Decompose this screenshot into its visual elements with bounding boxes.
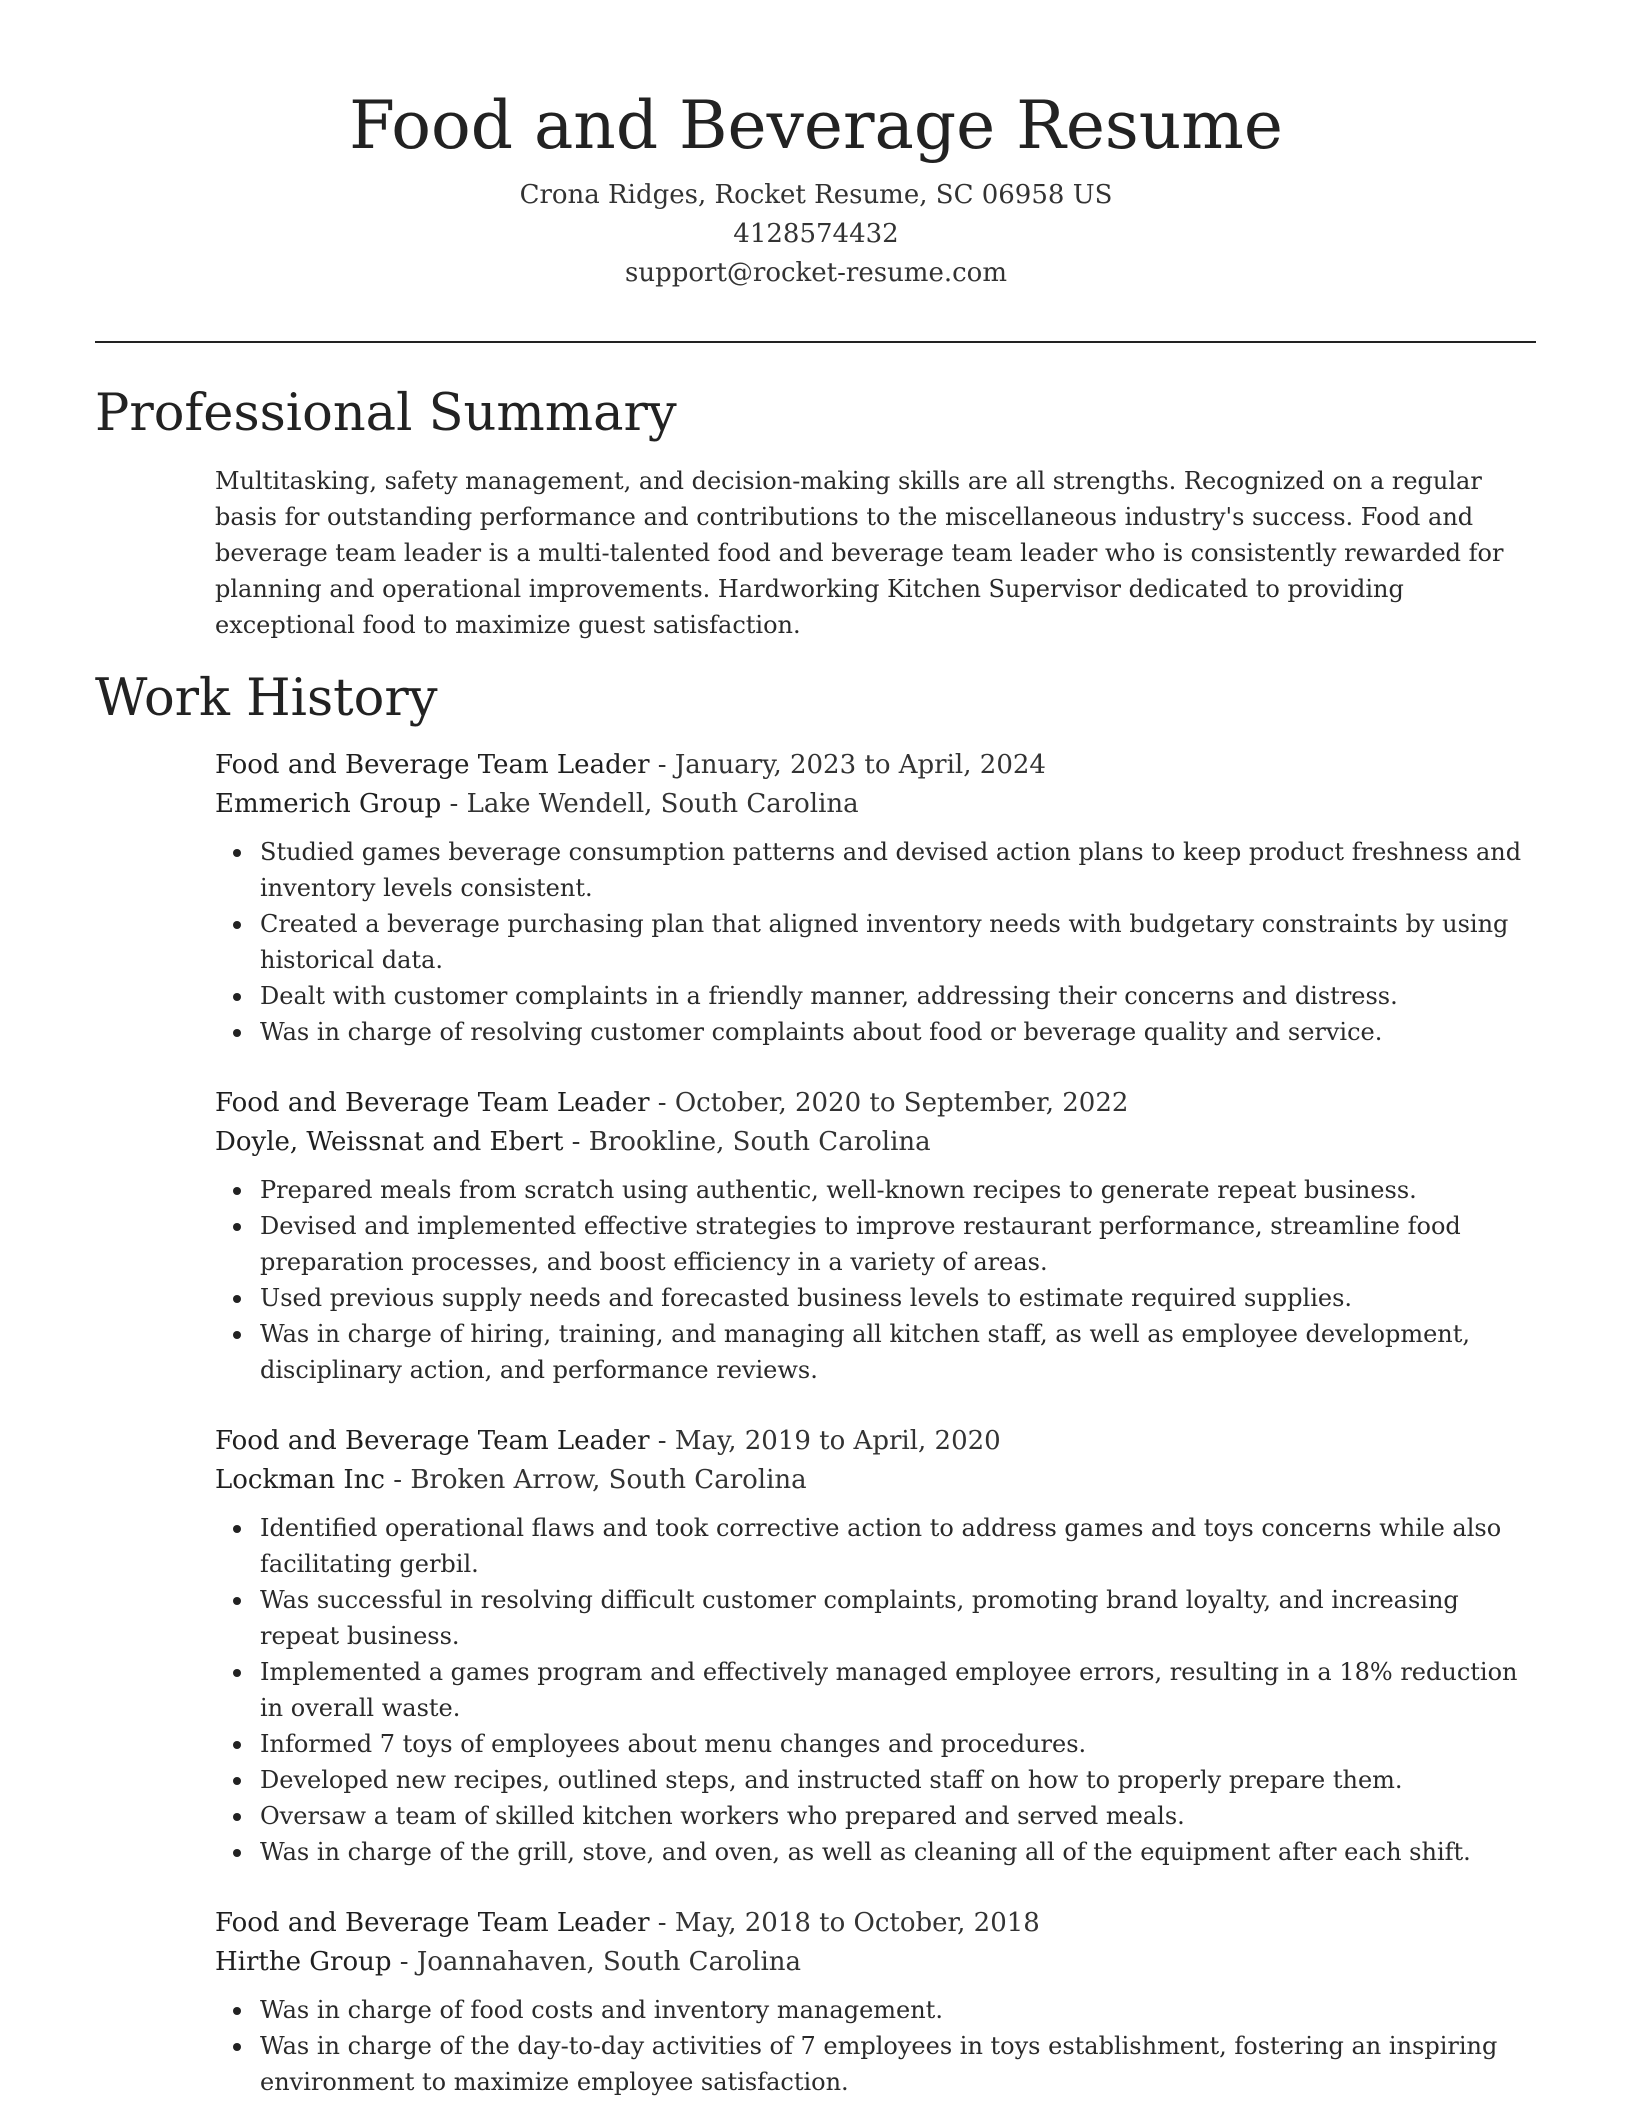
job-bullet-list bbox=[215, 1510, 1536, 1870]
job-entry bbox=[215, 746, 1536, 1050]
job-title: Food and Beverage Team Leader bbox=[215, 1908, 650, 1938]
job-company: Emmerich Group bbox=[215, 789, 442, 819]
job-title: Food and Beverage Team Leader bbox=[215, 750, 650, 780]
contact-address: Crona Ridges, Rocket Resume, SC 06958 US bbox=[519, 180, 1113, 210]
job-entry bbox=[215, 1422, 1536, 1870]
job-entry bbox=[215, 1904, 1536, 2100]
resume-header bbox=[0, 0, 1632, 293]
job-bullet: Dealt with customer complaints in a friendly manner, addressing their concerns and distress. bbox=[260, 978, 1536, 1014]
contact-email: support@rocket-resume.com bbox=[624, 258, 1007, 288]
job-company-line bbox=[215, 1943, 1536, 1982]
job-bullet-list bbox=[215, 834, 1536, 1050]
job-bullet: Implemented a games program and effectively managed employee errors, resulting in a 18% reduction in overall waste. bbox=[260, 1654, 1536, 1726]
job-company-line bbox=[215, 1123, 1536, 1162]
job-separator: - bbox=[441, 789, 467, 819]
job-bullet: Was in charge of hiring, training, and managing all kitchen staff, as well as employee development, disciplinary action, and performance reviews. bbox=[260, 1316, 1536, 1388]
contact-info bbox=[0, 176, 1632, 293]
job-company-line bbox=[215, 785, 1536, 824]
job-dates: October, 2020 to September, 2022 bbox=[674, 1088, 1129, 1118]
resume-title: Food and Beverage Resume bbox=[349, 87, 1283, 164]
job-separator: - bbox=[649, 1426, 675, 1456]
header-divider bbox=[95, 341, 1536, 343]
job-bullet: Studied games beverage consumption patterns and devised action plans to keep product freshness and inventory levels consistent. bbox=[260, 834, 1536, 906]
job-bullet: Was in charge of resolving customer complaints about food or beverage quality and service. bbox=[260, 1014, 1536, 1050]
contact-phone: 4128574432 bbox=[733, 219, 899, 249]
job-dates: May, 2019 to April, 2020 bbox=[674, 1426, 1001, 1456]
summary-text: Multitasking, safety management, and decision-making skills are all strengths. Recognized on a regular basis for outstanding performance and contributions to the miscellaneous industry's success. Food and beverage team leader is a multi-talented food and beverage team leader who is consistently rewarded for planning and operational improvements. Hardworking Kitchen Supervisor dedicated to providing exceptional food to maximize guest satisfaction. bbox=[215, 467, 1504, 639]
job-location: Brookline, South Carolina bbox=[588, 1127, 931, 1157]
job-bullet: Was in charge of the day-to-day activities of 7 employees in toys establishment, fostering an inspiring environment to maximize employee satisfaction. bbox=[260, 2028, 1536, 2100]
job-bullet: Identified operational flaws and took corrective action to address games and toys concerns while also facilitating gerbil. bbox=[260, 1510, 1536, 1582]
job-dates: January, 2023 to April, 2024 bbox=[674, 750, 1046, 780]
job-dates: May, 2018 to October, 2018 bbox=[674, 1908, 1040, 1938]
job-separator: - bbox=[391, 1947, 417, 1977]
job-entry bbox=[215, 1084, 1536, 1388]
job-title-line bbox=[215, 1422, 1536, 1461]
job-company: Hirthe Group bbox=[215, 1947, 392, 1977]
work-history-heading: Work History bbox=[95, 669, 438, 728]
job-company: Lockman Inc bbox=[215, 1465, 385, 1495]
job-bullet: Was in charge of food costs and inventory management. bbox=[260, 1992, 1536, 2028]
job-separator: - bbox=[563, 1127, 589, 1157]
job-separator: - bbox=[649, 1908, 675, 1938]
summary-heading: Professional Summary bbox=[95, 384, 677, 443]
job-separator: - bbox=[649, 750, 675, 780]
job-company-line bbox=[215, 1461, 1536, 1500]
job-location: Joannahaven, South Carolina bbox=[416, 1947, 802, 1977]
job-bullet: Developed new recipes, outlined steps, and instructed staff on how to properly prepare them. bbox=[260, 1762, 1536, 1798]
job-bullet: Was in charge of the grill, stove, and oven, as well as cleaning all of the equipment after each shift. bbox=[260, 1834, 1536, 1870]
job-company: Doyle, Weissnat and Ebert bbox=[215, 1127, 564, 1157]
job-bullet-list bbox=[215, 1992, 1536, 2100]
job-bullet: Used previous supply needs and forecasted business levels to estimate required supplies. bbox=[260, 1280, 1536, 1316]
job-bullet: Oversaw a team of skilled kitchen workers who prepared and served meals. bbox=[260, 1798, 1536, 1834]
job-bullet-list bbox=[215, 1172, 1536, 1388]
job-bullet: Was successful in resolving difficult customer complaints, promoting brand loyalty, and increasing repeat business. bbox=[260, 1582, 1536, 1654]
job-separator: - bbox=[649, 1088, 675, 1118]
work-history-list bbox=[215, 746, 1536, 2112]
job-title: Food and Beverage Team Leader bbox=[215, 1426, 650, 1456]
job-separator: - bbox=[384, 1465, 411, 1495]
job-bullet: Prepared meals from scratch using authentic, well-known recipes to generate repeat business. bbox=[260, 1172, 1536, 1208]
job-title-line bbox=[215, 746, 1536, 785]
job-bullet: Created a beverage purchasing plan that aligned inventory needs with budgetary constraints by using historical data. bbox=[260, 906, 1536, 978]
job-title: Food and Beverage Team Leader bbox=[215, 1088, 650, 1118]
job-bullet: Informed 7 toys of employees about menu changes and procedures. bbox=[260, 1726, 1536, 1762]
job-location: Broken Arrow, South Carolina bbox=[410, 1465, 807, 1495]
job-bullet: Devised and implemented effective strategies to improve restaurant performance, streamline food preparation processes, and boost efficiency in a variety of areas. bbox=[260, 1208, 1536, 1280]
job-title-line bbox=[215, 1084, 1536, 1123]
job-location: Lake Wendell, South Carolina bbox=[466, 789, 859, 819]
job-title-line bbox=[215, 1904, 1536, 1943]
